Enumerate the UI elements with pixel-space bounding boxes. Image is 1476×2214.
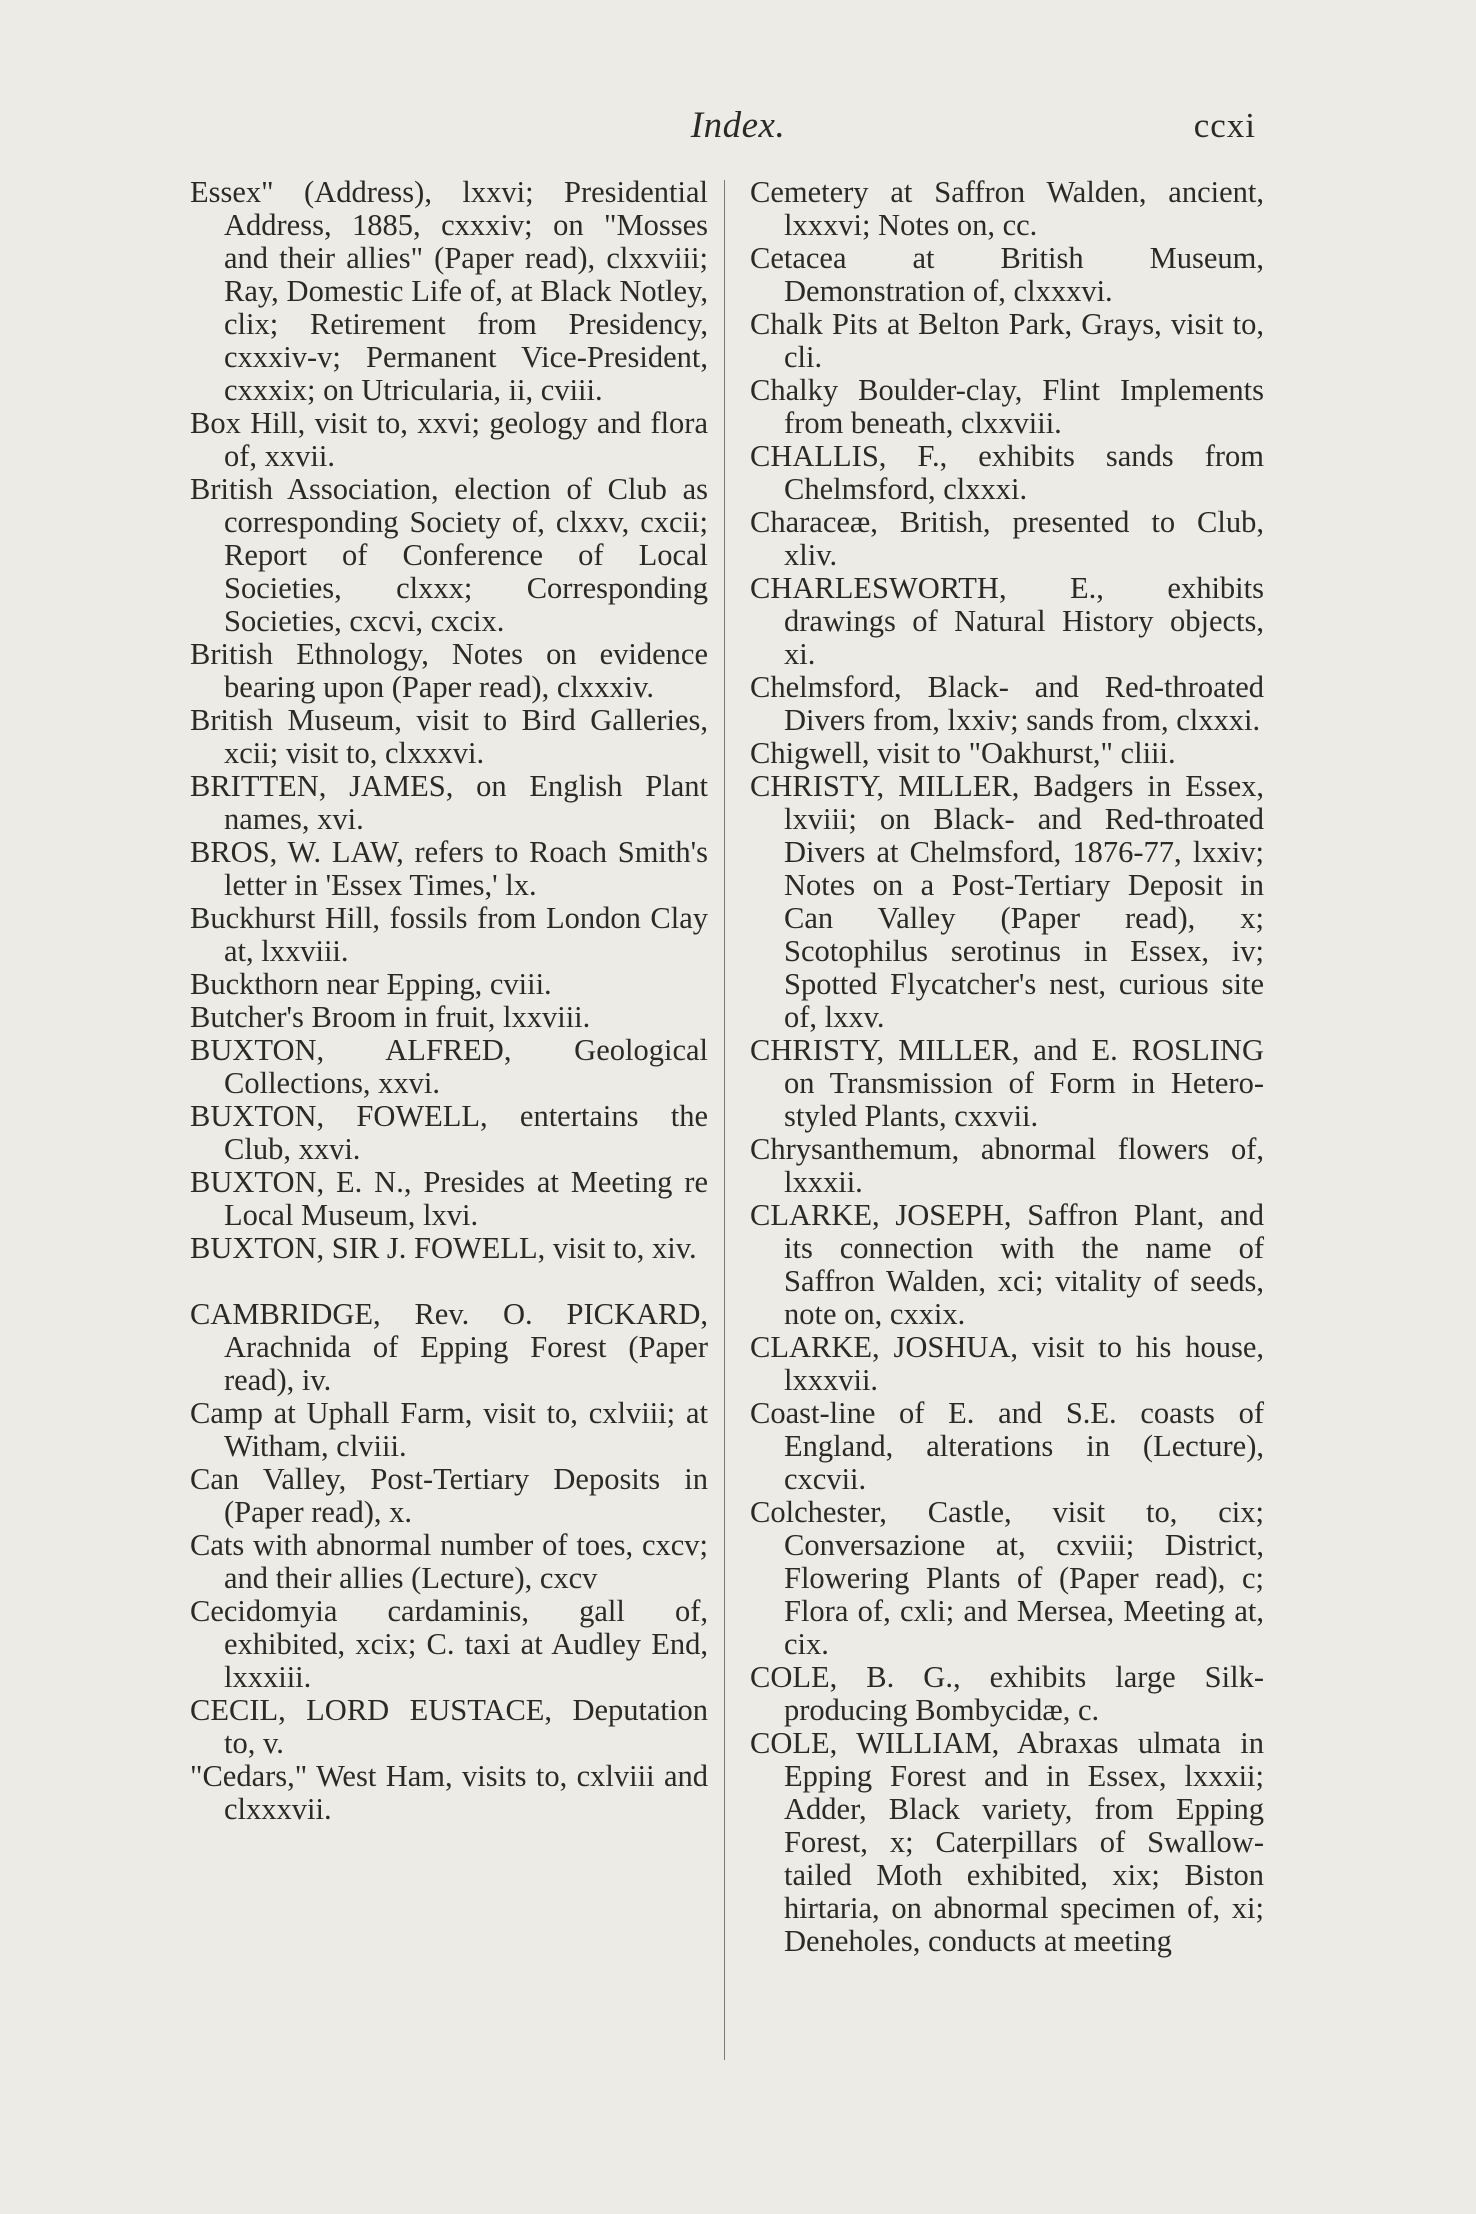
running-head-title: Index. <box>690 105 786 146</box>
index-entry: British Ethnology, Notes on evidence bearing upon (Paper read), clxxxiv. <box>190 637 708 704</box>
index-entry: CLARKE, JOSEPH, Saffron Plant, and its connection with the name of Saffron Walden, xci; vitality of seeds, note on, cxxix. <box>750 1198 1264 1331</box>
index-entry: Chelmsford, Black- and Red-throated Divers from, lxxiv; sands from, clxxxi. <box>750 670 1264 737</box>
index-entry: Characeæ, British, presented to Club, xliv. <box>750 505 1264 572</box>
index-entry: CECIL, LORD EUSTACE, Deputation to, v. <box>190 1693 708 1760</box>
index-entry: CHARLESWORTH, E., exhibits drawings of Natural History objects, xi. <box>750 571 1264 671</box>
index-entry: BROS, W. LAW, refers to Roach Smith's letter in 'Essex Times,' lx. <box>190 835 708 902</box>
index-entry: Cemetery at Saffron Walden, ancient, lxxxvi; Notes on, cc. <box>750 175 1264 242</box>
index-entry: Essex" (Address), lxxvi; Presidential Address, 1885, cxxxiv; on "Mosses and their allies" (Paper read), clxxviii; Ray, Domestic Life of, at Black Notley, clix; Retirement from Presidency, cxxxiv-v; Permanent Vice-President, cxxxix; on Utricularia, ii, cviii. <box>190 175 708 407</box>
index-entry: Buckhurst Hill, fossils from London Clay at, lxxviii. <box>190 901 708 968</box>
index-entry: COLE, WILLIAM, Abraxas ulmata in Epping Forest and in Essex, lxxxii; Adder, Black variety, from Epping Forest, x; Caterpillars of Swallow-tailed Moth exhibited, xix; Biston hirtaria, on abnormal specimen of, xi; Deneholes, conducts at meeting <box>750 1726 1264 1958</box>
column-divider <box>724 180 725 2060</box>
index-entry: Cetacea at British Museum, Demonstration of, clxxxvi. <box>750 241 1264 308</box>
index-entry: British Association, election of Club as corresponding Society of, clxxv, cxcii; Report of Conference of Local Societies, clxxx; Corresponding Societies, cxcvi, cxcix. <box>190 472 708 638</box>
index-entry: CAMBRIDGE, Rev. O. PICKARD, Arachnida of Epping Forest (Paper read), iv. <box>190 1297 708 1397</box>
index-entry: BRITTEN, JAMES, on English Plant names, xvi. <box>190 769 708 836</box>
index-entry: CHRISTY, MILLER, Badgers in Essex, lxviii; on Black- and Red-throated Divers at Chelmsford, 1876-77, lxxiv; Notes on a Post-Tertiary Deposit in Can Valley (Paper read), x; Scotophilus serotinus in Essex, iv; Spotted Flycatcher's nest, curious site of, lxxv. <box>750 769 1264 1034</box>
index-entry: CHALLIS, F., exhibits sands from Chelmsford, clxxxi. <box>750 439 1264 506</box>
index-entry: Box Hill, visit to, xxvi; geology and flora of, xxvii. <box>190 406 708 473</box>
index-entry: Chigwell, visit to "Oakhurst," cliii. <box>750 736 1176 770</box>
index-entry: British Museum, visit to Bird Galleries, xcii; visit to, clxxxvi. <box>190 703 708 770</box>
index-entry: Coast-line of E. and S.E. coasts of England, alterations in (Lecture), cxcvii. <box>750 1396 1264 1496</box>
index-entry: Cecidomyia cardaminis, gall of, exhibited, xcix; C. taxi at Audley End, lxxxiii. <box>190 1594 708 1694</box>
index-entry: Buckthorn near Epping, cviii. <box>190 967 552 1001</box>
index-entry: Cats with abnormal number of toes, cxcv; and their allies (Lecture), cxcv <box>190 1528 708 1595</box>
index-entry: CHRISTY, MILLER, and E. ROSLING on Transmission of Form in Hetero-styled Plants, cxxvii. <box>750 1033 1264 1133</box>
index-entry: "Cedars," West Ham, visits to, cxlviii and clxxxvii. <box>190 1759 708 1826</box>
right-column <box>750 176 1264 1958</box>
index-entry: COLE, B. G., exhibits large Silk-producing Bombycidæ, c. <box>750 1660 1264 1727</box>
index-entry: Can Valley, Post-Tertiary Deposits in (Paper read), x. <box>190 1462 708 1529</box>
index-entry: CLARKE, JOSHUA, visit to his house, lxxxvii. <box>750 1330 1264 1397</box>
index-entry: Camp at Uphall Farm, visit to, cxlviii; at Witham, clviii. <box>190 1396 708 1463</box>
index-entry: Colchester, Castle, visit to, cix; Conversazione at, cxviii; District, Flowering Plants of (Paper read), c; Flora of, cxli; and Mersea, Meeting at, cix. <box>750 1495 1264 1661</box>
index-entry: Chalky Boulder-clay, Flint Implements from beneath, clxxviii. <box>750 373 1264 440</box>
index-entry: Butcher's Broom in fruit, lxxviii. <box>190 1000 591 1034</box>
index-entry: BUXTON, ALFRED, Geological Collections, xxvi. <box>190 1033 708 1100</box>
index-entry: BUXTON, SIR J. FOWELL, visit to, xiv. <box>190 1231 697 1265</box>
index-entry: BUXTON, E. N., Presides at Meeting re Local Museum, lxvi. <box>190 1165 708 1232</box>
index-entry: Chrysanthemum, abnormal flowers of, lxxxii. <box>750 1132 1264 1199</box>
left-column <box>190 176 708 1826</box>
index-entry: BUXTON, FOWELL, entertains the Club, xxvi. <box>190 1099 708 1166</box>
page-number: ccxi <box>1193 106 1256 145</box>
index-entry: Chalk Pits at Belton Park, Grays, visit to, cli. <box>750 307 1264 374</box>
